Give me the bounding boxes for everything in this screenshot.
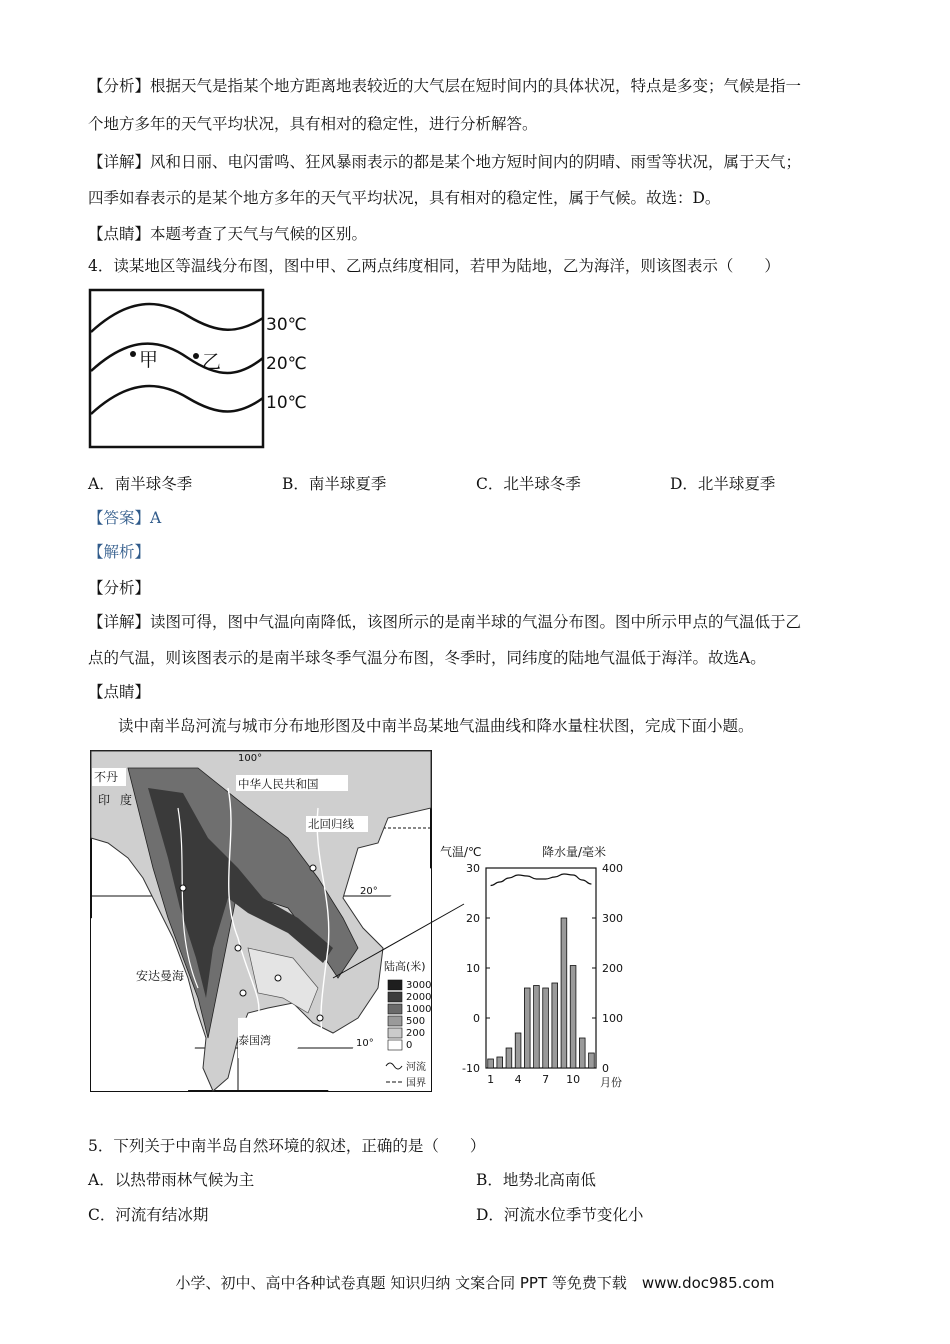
legend-value-3000: 3000 xyxy=(406,980,432,991)
isotherm-diagram xyxy=(88,288,328,450)
precip-bar xyxy=(561,918,567,1068)
xtick-label: 7 xyxy=(542,1073,550,1086)
xtick-label: 1 xyxy=(487,1073,495,1086)
map-andaman-label: 安达曼海 xyxy=(136,969,185,983)
precip-bar xyxy=(506,1048,512,1068)
fenxi-line: 【分析】 xyxy=(88,579,151,597)
page-footer: 小学、初中、高中各种试卷真题 知识归纳 文案合同 PPT 等免费下载 www.doc985.com xyxy=(175,1274,775,1292)
point-a-label: 甲 xyxy=(139,349,159,371)
iso-label-10: 10℃ xyxy=(266,393,307,413)
q4-option-b: B．南半球夏季 xyxy=(282,475,387,493)
detail-line-2: 四季如春表示的是某个地方多年的天气平均状况，具有相对的稳定性，属于气候。故选：D。 xyxy=(88,189,721,207)
legend-value-200: 200 xyxy=(406,1028,426,1039)
map-gulf-label: 泰国湾 xyxy=(238,1034,271,1047)
ytick-right: 200 xyxy=(602,962,623,975)
question-4-stem: 4．读某地区等温线分布图，图中甲、乙两点纬度相同，若甲为陆地，乙为海洋，则该图表示（ ） xyxy=(88,257,780,275)
legend-title: 陆高(米) xyxy=(384,960,426,973)
isotherm-20 xyxy=(91,344,263,373)
map-india-label: 印度 xyxy=(98,793,143,807)
precip-bar xyxy=(534,986,540,1069)
q5-option-a: A．以热带雨林气候为主 xyxy=(88,1171,255,1189)
legend-river: 河流 xyxy=(406,1062,426,1073)
ytick-left: 10 xyxy=(466,962,480,975)
xlabel: 月份 xyxy=(600,1076,622,1089)
climate-chart xyxy=(440,844,623,1089)
answer-line: 【答案】A xyxy=(88,509,162,527)
intro-line: 读中南半岛河流与城市分布地形图及中南半岛某地气温曲线和降水量柱状图，完成下面小题。 xyxy=(118,717,754,735)
isotherm-10 xyxy=(91,386,263,414)
precip-bar xyxy=(497,1057,503,1068)
isotherm-30 xyxy=(91,304,263,332)
ytick-left: -10 xyxy=(462,1062,480,1075)
q4-option-d: D．北半球夏季 xyxy=(670,475,776,493)
ytick-right: 300 xyxy=(602,912,623,925)
legend-value-0: 0 xyxy=(406,1040,413,1051)
q4-detail-line-1: 【详解】读图可得，图中气温向南降低，该图所示的是南半球的气温分布图。图中所示甲点的气温低于乙 xyxy=(88,613,802,631)
precip-bar xyxy=(589,1053,595,1068)
iso-label-20: 20℃ xyxy=(266,354,307,374)
ytick-right: 400 xyxy=(602,862,623,875)
iso-label-30: 30℃ xyxy=(266,315,307,335)
note-line: 【点睛】本题考查了天气与气候的区别。 xyxy=(88,225,368,243)
xtick-label: 10 xyxy=(566,1073,581,1086)
analysis-line-1: 【分析】根据天气是指某个地方距离地表较近的大气层在短时间内的具体状况，特点是多变；气候是指一 xyxy=(88,77,802,95)
ylabel-right: 降水量/毫米 xyxy=(542,845,607,859)
ytick-left: 0 xyxy=(473,1012,480,1025)
legend-value-500: 500 xyxy=(406,1016,426,1027)
point-b-label: 乙 xyxy=(202,351,222,373)
ytick-right: 0 xyxy=(602,1062,609,1075)
precip-bar xyxy=(515,1033,521,1068)
map-country-label: 中华人民共和国 xyxy=(238,777,319,791)
map-lat10-label: 10° xyxy=(356,1038,374,1049)
map-bhutan-label: 不丹 xyxy=(94,770,119,784)
ytick-right: 100 xyxy=(602,1012,623,1025)
ytick-left: 30 xyxy=(466,862,480,875)
figure-map-chart xyxy=(88,748,628,1096)
precip-bar xyxy=(488,1059,494,1068)
analysis-line-2: 个地方多年的天气平均状况，具有相对的稳定性，进行分析解答。 xyxy=(88,115,538,133)
detail-line-1: 【详解】风和日丽、电闪雷鸣、狂风暴雨表示的都是某个地方短时间内的阴晴、雨雪等状况，属于天气； xyxy=(88,153,802,171)
q5-option-d: D．河流水位季节变化小 xyxy=(476,1206,644,1224)
point-a-dot xyxy=(130,351,136,357)
map-tropic-label: 北回归线 xyxy=(308,817,354,831)
q4-detail-line-2: 点的气温，则该图表示的是南半球冬季气温分布图，冬季时，同纬度的陆地气温低于海洋。故选A。 xyxy=(88,649,766,667)
ytick-left: 20 xyxy=(466,912,480,925)
ylabel-left: 气温/℃ xyxy=(440,845,482,859)
legend-border: 国界 xyxy=(406,1078,426,1089)
precip-bar xyxy=(552,983,558,1068)
precip-bar xyxy=(543,988,549,1068)
precip-bar xyxy=(524,988,530,1068)
precip-bar xyxy=(579,1038,585,1068)
xtick-label: 4 xyxy=(514,1073,522,1086)
q4-note-line: 【点睛】 xyxy=(88,683,151,701)
q5-option-b: B．地势北高南低 xyxy=(476,1171,596,1189)
question-5-stem: 5．下列关于中南半岛自然环境的叙述，正确的是（ ） xyxy=(88,1137,486,1155)
legend-value-2000: 2000 xyxy=(406,992,432,1003)
precip-bar xyxy=(570,966,576,1069)
map-lat20-label: 20° xyxy=(360,886,378,897)
temperature-line xyxy=(491,874,592,886)
q4-option-a: A．南半球冬季 xyxy=(88,475,193,493)
point-b-dot xyxy=(193,353,199,359)
q4-option-c: C．北半球冬季 xyxy=(476,475,581,493)
q5-option-c: C．河流有结冰期 xyxy=(88,1206,209,1224)
map-lon-label: 100° xyxy=(238,753,263,764)
jiexi-line: 【解析】 xyxy=(88,543,151,561)
legend-value-1000: 1000 xyxy=(406,1004,432,1015)
